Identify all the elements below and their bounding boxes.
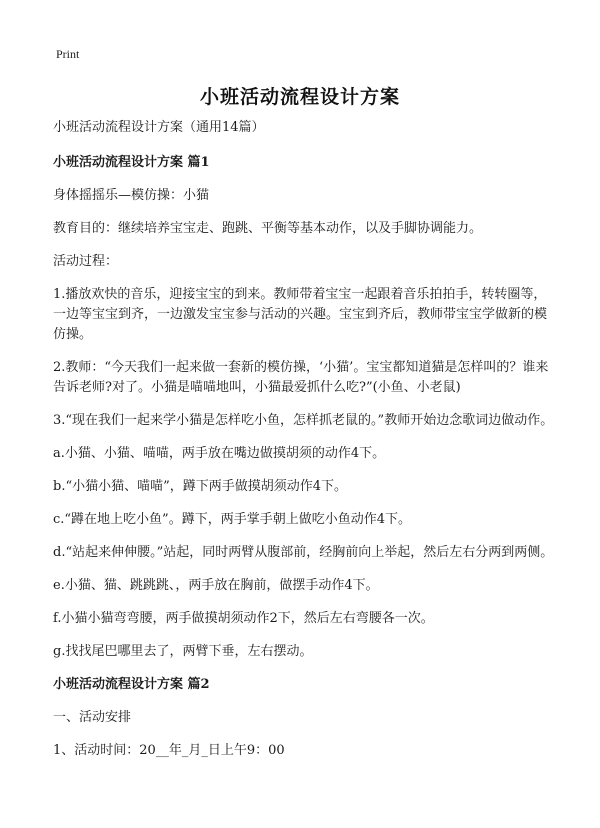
paragraph: 3.“现在我们一起来学小猫是怎样吃小鱼，怎样抓老鼠的。”教师开始边念歌词边做动作。: [53, 413, 554, 428]
paragraph: 活动过程：: [53, 254, 119, 269]
paragraph: 1、活动时间：20__年_月_日上午9：00: [53, 743, 285, 758]
paragraph: g.找找尾巴哪里去了，两臂下垂，左右摆动。: [53, 644, 313, 659]
paragraph: 2.教师：“今天我们一起来做一套新的模仿操，‘小猫’。宝宝都知道猫是怎样叫的？谁来告诉老师?对了。小猫是喵喵地叫，小猫最爱抓什么吃?”(小鱼、小老鼠): [53, 360, 549, 395]
section-heading-1: 小班活动流程设计方案 篇1: [53, 155, 210, 170]
paragraph: c.“蹲在地上吃小鱼”。蹲下，两手掌手朝上做吃小鱼动作4下。: [53, 512, 411, 527]
document-title: 小班活动流程设计方案: [199, 86, 400, 108]
document-body: [53, 118, 558, 774]
paragraph: 身体摇摇乐—模仿操：小猫: [53, 188, 210, 203]
document-subtitle: 小班活动流程设计方案（通用14篇）: [53, 120, 265, 135]
paragraph: a.小猫、小猫、喵喵，两手放在嘴边做摸胡须的动作4下。: [53, 446, 386, 461]
paragraph: f.小猫小猫弯弯腰，两手做摸胡须动作2下，然后左右弯腰各一次。: [53, 611, 434, 626]
paragraph: 教育目的：继续培养宝宝走、跑跳、平衡等基本动作，以及手脚协调能力。: [53, 221, 483, 236]
section-heading-2: 小班活动流程设计方案 篇2: [53, 677, 210, 692]
print-label: Print: [56, 47, 80, 61]
paragraph: 1.播放欢快的音乐，迎接宝宝的到来。教师带着宝宝一起跟着音乐拍拍手，转转圈等，一边等宝宝到齐，一边激发宝宝参与活动的兴趣。宝宝到齐后，教师带宝宝学做新的模仿操。: [53, 287, 548, 342]
paragraph: b.“小猫小猫、喵喵”，蹲下两手做摸胡须动作4下。: [53, 479, 348, 494]
paragraph: e.小猫、猫、跳跳跳、，两手放在胸前，做摆手动作4下。: [53, 578, 379, 593]
paragraph: d.“站起来伸伸腰。”站起，同时两臂从腹部前，经胸前向上举起，然后左右分两到两侧。: [53, 545, 554, 560]
paragraph: 一、活动安排: [53, 710, 132, 725]
